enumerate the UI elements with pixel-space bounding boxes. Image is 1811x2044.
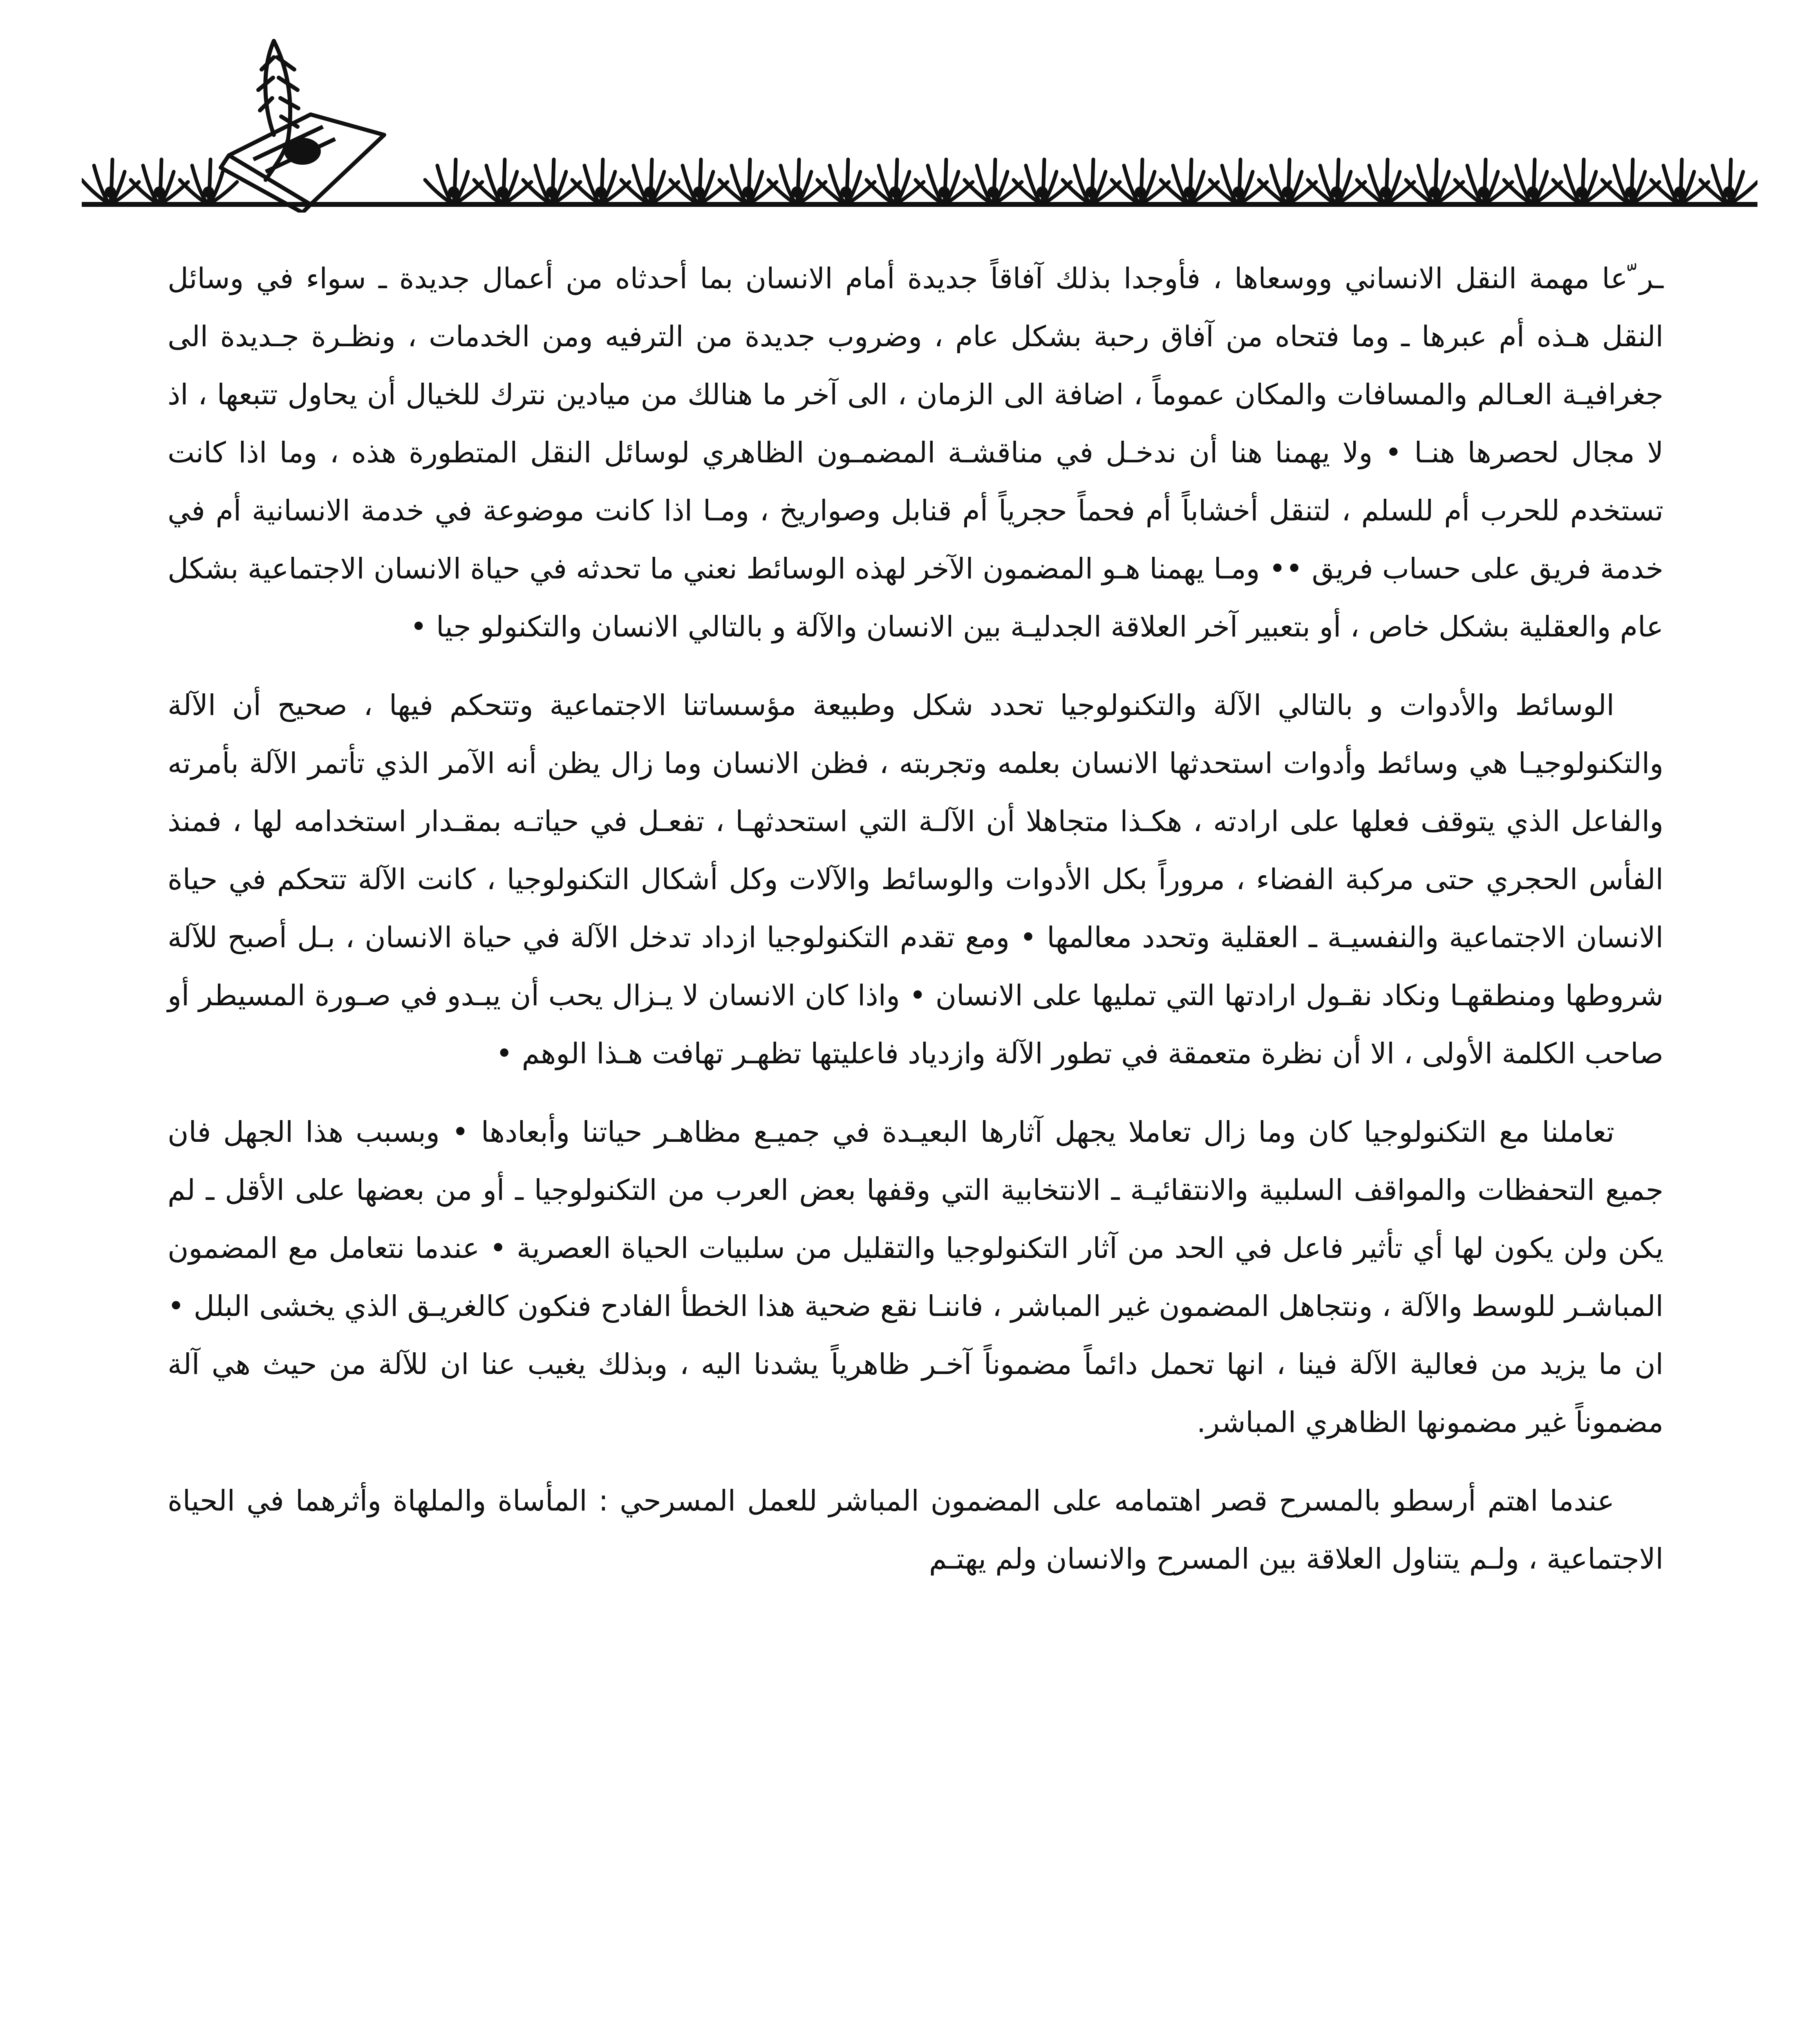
paragraph-2: الوسائط والأدوات و بالتالي الآلة والتكنولوجيا تحدد شكل وطبيعة مؤسساتنا الاجتماعية وتتحكم فيها ، صحيح أن الآلة والتكنولوجيـا هي وسائط وأدوات استحدثها الانسان بعلمه وتجربته ، فظن الانسان وما زال يظن أنه الآمر الذي تأتمر الآلة بأمرته والفاعل الذي يتوقف فعلها على ارادته ، هكـذا متجاهلا أن الآلـة التي استحدثهـا ، تفعـل في حياتـه بمقـدار استخدامه لها ، فمنذ الفأس الحجري حتى مركبة الفضاء ، مروراً بكل الأدوات والوسائط والآلات وكل أشكال التكنولوجيا ، كانت الآلة تتحكم في حياة الانسان الاجتماعية والنفسيـة ـ العقلية وتحدد معالمها • ومع تقدم التكنولوجيا ازداد تدخل الآلة في حياة الانسان ، بـل أصبح للآلة شروطها ومنطقهـا ونكاد نقـول ارادتها التي تمليها على الانسان • واذا كان الانسان لا يـزال يحب أن يبـدو في صـورة المسيطر أو صاحب الكلمة الأولى ، الا أن نظرة متعمقة في تطور الآلة وازدياد فاعليتها تظهـر تهافت هـذا الوهم • — [168, 688, 1663, 1070]
article-body — [168, 249, 1663, 1608]
paragraph-3: تعاملنا مع التكنولوجيا كان وما زال تعاملا يجهل آثارها البعيـدة في جميـع مظاهـر حياتنا وأبعادها • وبسبب هذا الجهل فان جميع التحفظات والمواقف السلبية والانتقائيـة ـ الانتخابية التي وقفها بعض العرب من التكنولوجيا ـ أو من بعضها على الأقل ـ لم يكن ولن يكون لها أي تأثير فاعل في الحد من آثار التكنولوجيا والتقليل من سلبيات الحياة العصرية • عندما نتعامل مع المضمون المباشـر للوسط والآلة ، ونتجاهل المضمون غير المباشر ، فاننـا نقع ضحية هذا الخطأ الفادح فنكون كالغريـق الذي يخشى البلل • ان ما يزيد من فعالية الآلة فينا ، انها تحمل دائماً مضموناً آخـر ظاهرياً يشدنا اليه ، وبذلك يغيب عنا ان للآلة من حيث هي آلة مضموناً غير مضمونها الظاهري المباشر. — [168, 1115, 1663, 1439]
paragraph-1: ـر ّعا مهمة النقل الانساني ووسعاها ، فأوجدا بذلك آفاقاً جديدة أمام الانسان بما أحدثاه من أعمال جديدة ـ سواء في وسائل النقل هـذه أم عبرها ـ وما فتحاه من آفاق رحبة بشكل عام ، وضروب جديدة من الترفيه ومن الخدمات ، ونظـرة جـديدة الى جغرافيـة العـالم والمسافات والمكان عموماً ، اضافة الى الزمان ، الى آخر ما هنالك من ميادين نترك للخيال أن يحاول تتبعها ، اذ لا مجال لحصرها هنـا • ولا يهمنا هنا أن ندخـل في مناقشـة المضمـون الظاهري لوسائل النقل المتطورة هذه ، وما اذا كانت تستخدم للحرب أم للسلم ، لتنقل أخشاباً أم فحماً حجرياً أم قنابل وصواريخ ، ومـا اذا كانت موضوعة في خدمة الانسانية أم في خدمة فريق على حساب فريق •• ومـا يهمنا هـو المضمون الآخر لهذه الوسائط نعني ما تحدثه في حياة الانسان الاجتماعية بشكل عام والعقلية بشكل خاص ، أو بتعبير آخر العلاقة الجدليـة بين الانسان والآلة و بالتالي الانسان والتكنولو جيا • — [168, 262, 1663, 643]
inkwell-icon — [221, 114, 384, 213]
decorative-header-border — [82, 33, 1757, 213]
paragraph-4: عندما اهتم أرسطو بالمسرح قصر اهتمامه على المضمون المباشر للعمل المسرحي : المأساة والملهاة وأثرهما في الحياة الاجتماعية ، ولـم يتناول العلاقة بين المسرح والانسان ولم يهتـم — [168, 1484, 1663, 1576]
